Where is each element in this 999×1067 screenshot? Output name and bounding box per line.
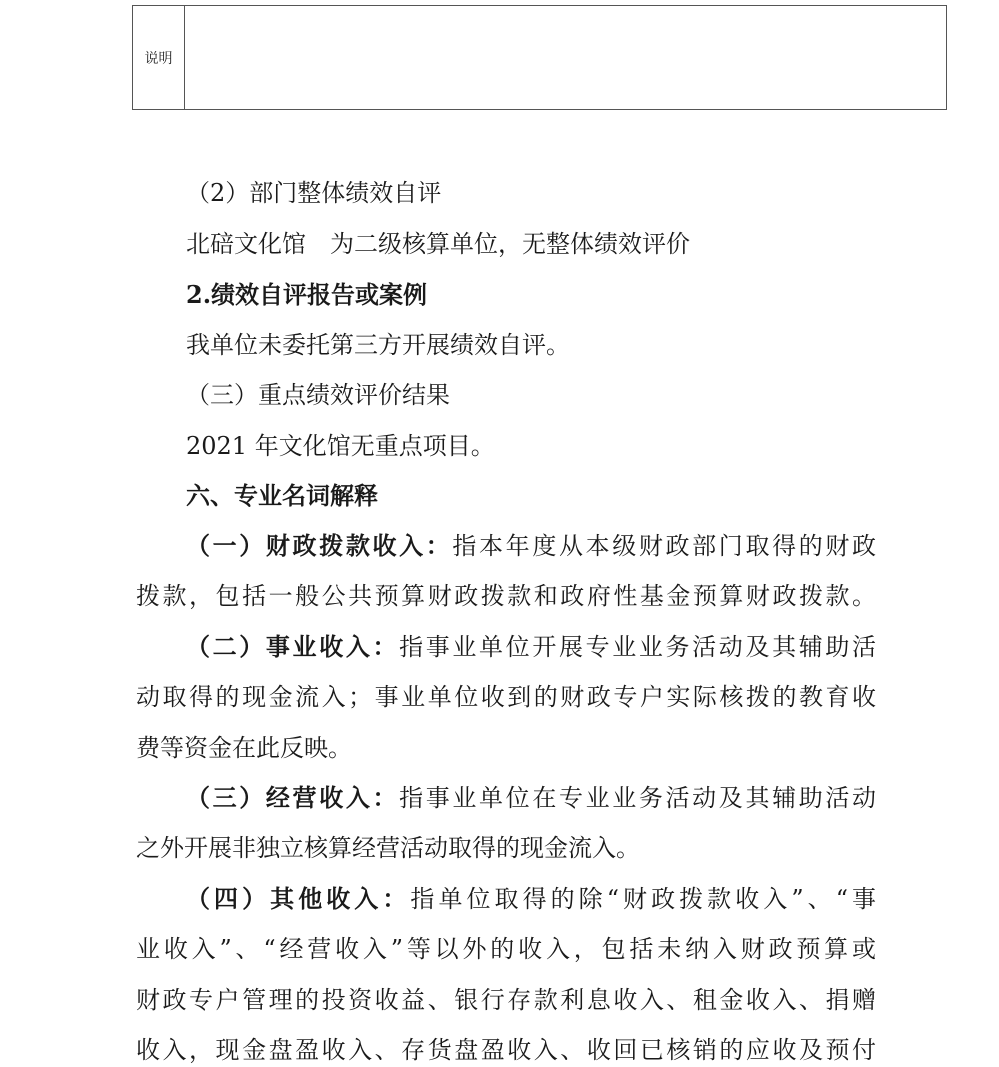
term-other-income-line1 bbox=[186, 884, 876, 914]
term-fiscal-appropriation-line1 bbox=[186, 531, 876, 561]
term-operating-income-line1 bbox=[186, 783, 876, 813]
term-other-income-line2: 业收入”、“经营收入”等以外的收入，包括未纳入财政预算或 bbox=[136, 935, 876, 963]
term-business-income-line1 bbox=[186, 632, 876, 662]
term-fiscal-appropriation-text: 指本年度从本级财政部门取得的财政 bbox=[452, 532, 877, 560]
term-fiscal-appropriation-line2: 拨款，包括一般公共预算财政拨款和政府性基金预算财政拨款。 bbox=[136, 582, 876, 610]
term-fiscal-appropriation-title: （一）财政拨款收入： bbox=[186, 531, 453, 560]
subsection-dept-self-eval: （2）部门整体绩效自评 bbox=[186, 179, 442, 207]
term-business-income-text: 指事业单位开展专业业务活动及其辅助活 bbox=[399, 633, 877, 661]
paragraph-no-key-projects: 2021 年文化馆无重点项目。 bbox=[186, 432, 495, 460]
term-operating-income-text: 指事业单位在专业业务活动及其辅助活动 bbox=[399, 784, 877, 812]
term-other-income-text: 指单位取得的除“财政拨款收入”、“事 bbox=[410, 885, 877, 913]
heading-self-eval-report: 2.绩效自评报告或案例 bbox=[186, 280, 428, 309]
term-other-income-title: （四）其他收入： bbox=[186, 884, 411, 913]
explanation-content bbox=[185, 6, 946, 109]
explanation-label: 说明 bbox=[133, 6, 185, 109]
term-business-income-line3: 费等资金在此反映。 bbox=[136, 734, 352, 762]
heading-key-eval-results: （三）重点绩效评价结果 bbox=[186, 381, 450, 409]
term-business-income-title: （二）事业收入： bbox=[186, 632, 400, 661]
term-business-income-line2: 动取得的现金流入；事业单位收到的财政专户实际核拨的教育收 bbox=[136, 683, 876, 711]
explanation-table bbox=[132, 5, 947, 110]
term-other-income-line4: 收入，现金盘盈收入、存货盘盈收入、收回已核销的应收及预付 bbox=[136, 1036, 876, 1064]
paragraph-no-overall-eval: 北碚文化馆 为二级核算单位，无整体绩效评价 bbox=[186, 230, 690, 258]
paragraph-no-third-party: 我单位未委托第三方开展绩效自评。 bbox=[186, 331, 570, 359]
term-operating-income-line2: 之外开展非独立核算经营活动取得的现金流入。 bbox=[136, 834, 640, 862]
term-operating-income-title: （三）经营收入： bbox=[186, 783, 400, 812]
heading-term-explanations: 六、专业名词解释 bbox=[186, 481, 378, 510]
term-other-income-line3: 财政专户管理的投资收益、银行存款利息收入、租金收入、捐赠 bbox=[136, 986, 876, 1014]
